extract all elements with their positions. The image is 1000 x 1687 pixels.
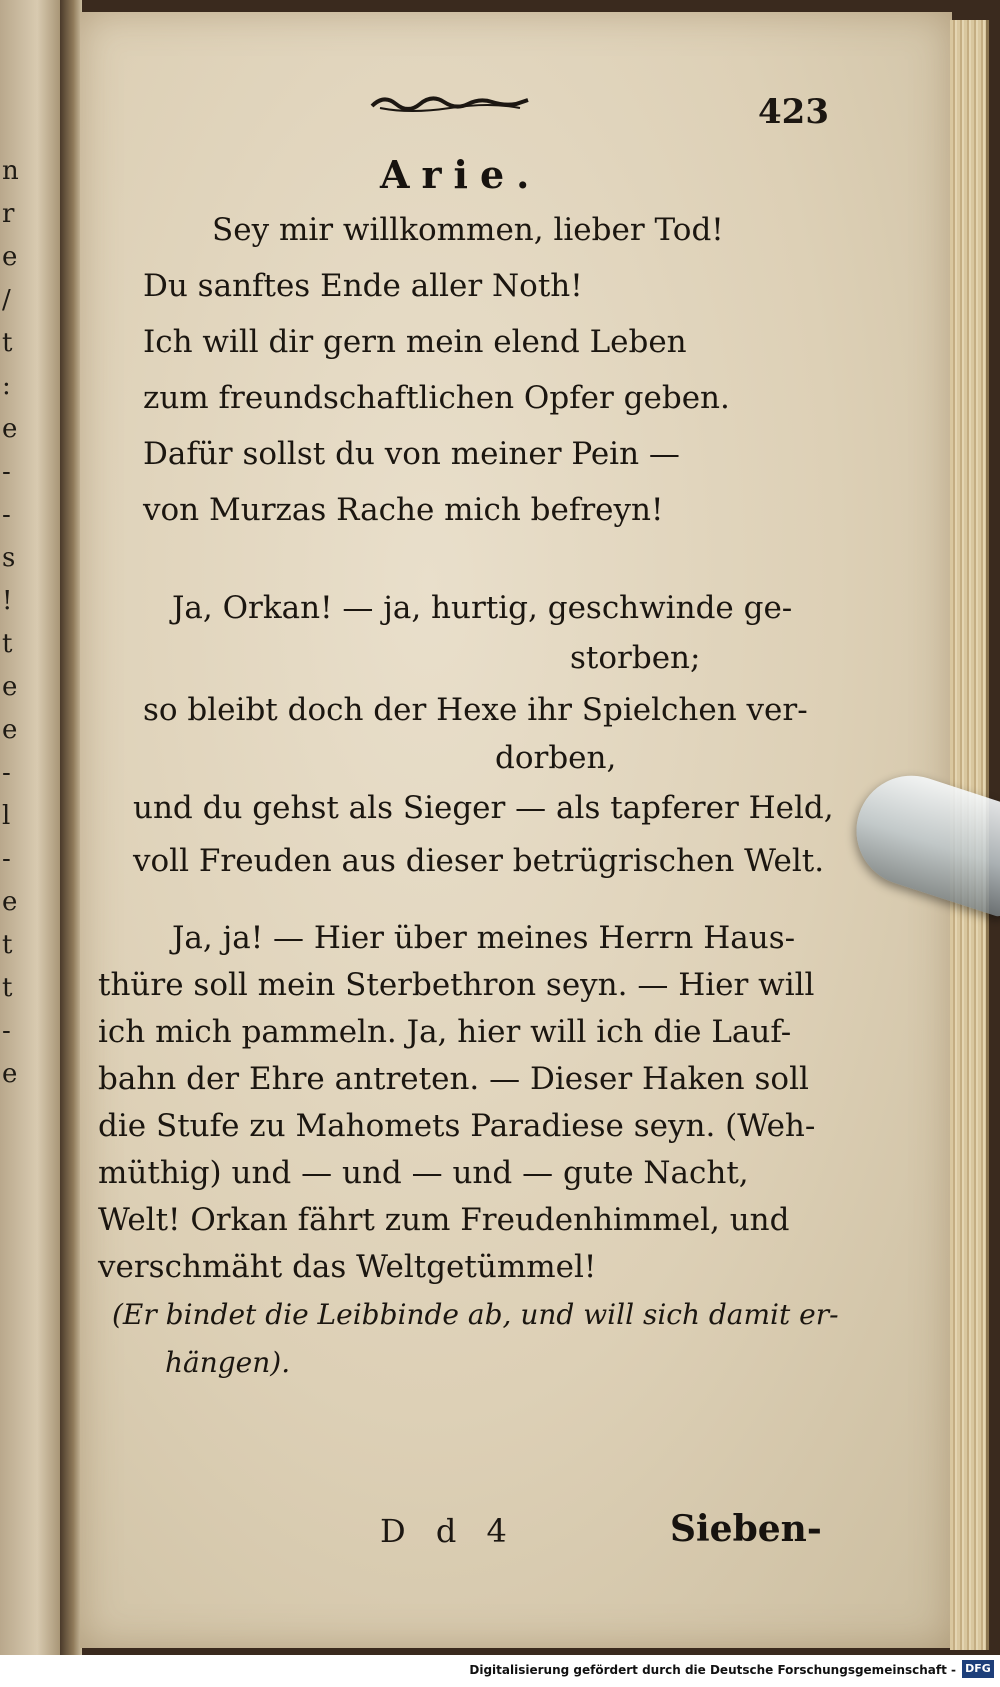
left-page-text-fragments bbox=[2, 150, 32, 1096]
aria-line: Du sanftes Ende aller Noth! bbox=[143, 268, 583, 304]
dfg-logo-icon: DFG bbox=[962, 1660, 994, 1678]
prose-line: müthig) und — und — und — gute Nacht, bbox=[98, 1155, 749, 1191]
verse-line: dorben, bbox=[495, 740, 617, 776]
ornament-rule bbox=[370, 88, 530, 118]
prose-line: Welt! Orkan fährt zum Freudenhimmel, und bbox=[98, 1202, 790, 1238]
left-edge-char: t bbox=[2, 328, 13, 358]
stage-direction-line: hängen). bbox=[165, 1346, 291, 1379]
left-edge-char: e bbox=[2, 672, 18, 702]
aria-line: von Murzas Rache mich befreyn! bbox=[143, 492, 664, 528]
aria-line: Dafür sollst du von meiner Pein — bbox=[143, 436, 680, 472]
verse-line: voll Freuden aus dieser betrügrischen Welt. bbox=[133, 843, 825, 879]
verse-line: und du gehst als Sieger — als tapferer Held, bbox=[133, 790, 834, 826]
verse-line: so bleibt doch der Hexe ihr Spielchen ver- bbox=[143, 692, 808, 728]
left-edge-char: - bbox=[2, 1016, 11, 1046]
left-edge-char: e bbox=[2, 1059, 18, 1089]
left-edge-char: t bbox=[2, 973, 13, 1003]
catchword: Sieben- bbox=[670, 1508, 822, 1550]
prose-line: ich mich pammeln. Ja, hier will ich die Lauf- bbox=[98, 1014, 792, 1050]
signature-mark: D d 4 bbox=[380, 1512, 517, 1550]
aria-line: zum freundschaftlichen Opfer geben. bbox=[143, 380, 730, 416]
aria-line: Ich will dir gern mein elend Leben bbox=[143, 324, 687, 360]
left-edge-char: s bbox=[2, 543, 16, 573]
left-edge-char: e bbox=[2, 242, 18, 272]
aria-heading: Arie. bbox=[380, 152, 542, 197]
left-edge-char: t bbox=[2, 930, 13, 960]
prose-line: verschmäht das Weltgetümmel! bbox=[98, 1249, 597, 1285]
prose-line: thüre soll mein Sterbethron seyn. — Hier will bbox=[98, 967, 815, 1003]
left-page-edge bbox=[0, 0, 62, 1655]
left-edge-char: e bbox=[2, 887, 18, 917]
left-edge-char: - bbox=[2, 457, 11, 487]
book-gutter bbox=[60, 0, 82, 1655]
book-page bbox=[80, 12, 952, 1648]
aria-line: Sey mir willkommen, lieber Tod! bbox=[212, 212, 724, 248]
left-edge-char: n bbox=[2, 156, 19, 186]
stage-direction-line: (Er bindet die Leibbinde ab, und will sich damit er- bbox=[112, 1298, 839, 1331]
prose-line: bahn der Ehre antreten. — Dieser Haken soll bbox=[98, 1061, 809, 1097]
left-edge-char: l bbox=[2, 801, 11, 831]
verse-line: storben; bbox=[570, 640, 701, 676]
prose-line: die Stufe zu Mahomets Paradiese seyn. (Weh- bbox=[98, 1108, 816, 1144]
left-edge-char: / bbox=[2, 285, 11, 315]
left-edge-char: - bbox=[2, 758, 11, 788]
left-edge-char: t bbox=[2, 629, 13, 659]
left-edge-char: r bbox=[2, 199, 15, 229]
page-number: 423 bbox=[758, 92, 829, 132]
left-edge-char: : bbox=[2, 371, 11, 401]
funding-credit: Digitalisierung gefördert durch die Deutsche Forschungsgemeinschaft - bbox=[469, 1663, 956, 1677]
verse-line: Ja, Orkan! — ja, hurtig, geschwinde ge- bbox=[172, 590, 793, 626]
left-edge-char: e bbox=[2, 715, 18, 745]
prose-line: Ja, ja! — Hier über meines Herrn Haus- bbox=[172, 920, 796, 956]
left-edge-char: - bbox=[2, 500, 11, 530]
left-edge-char: ! bbox=[2, 586, 13, 616]
left-edge-char: e bbox=[2, 414, 18, 444]
left-edge-char: - bbox=[2, 844, 11, 874]
